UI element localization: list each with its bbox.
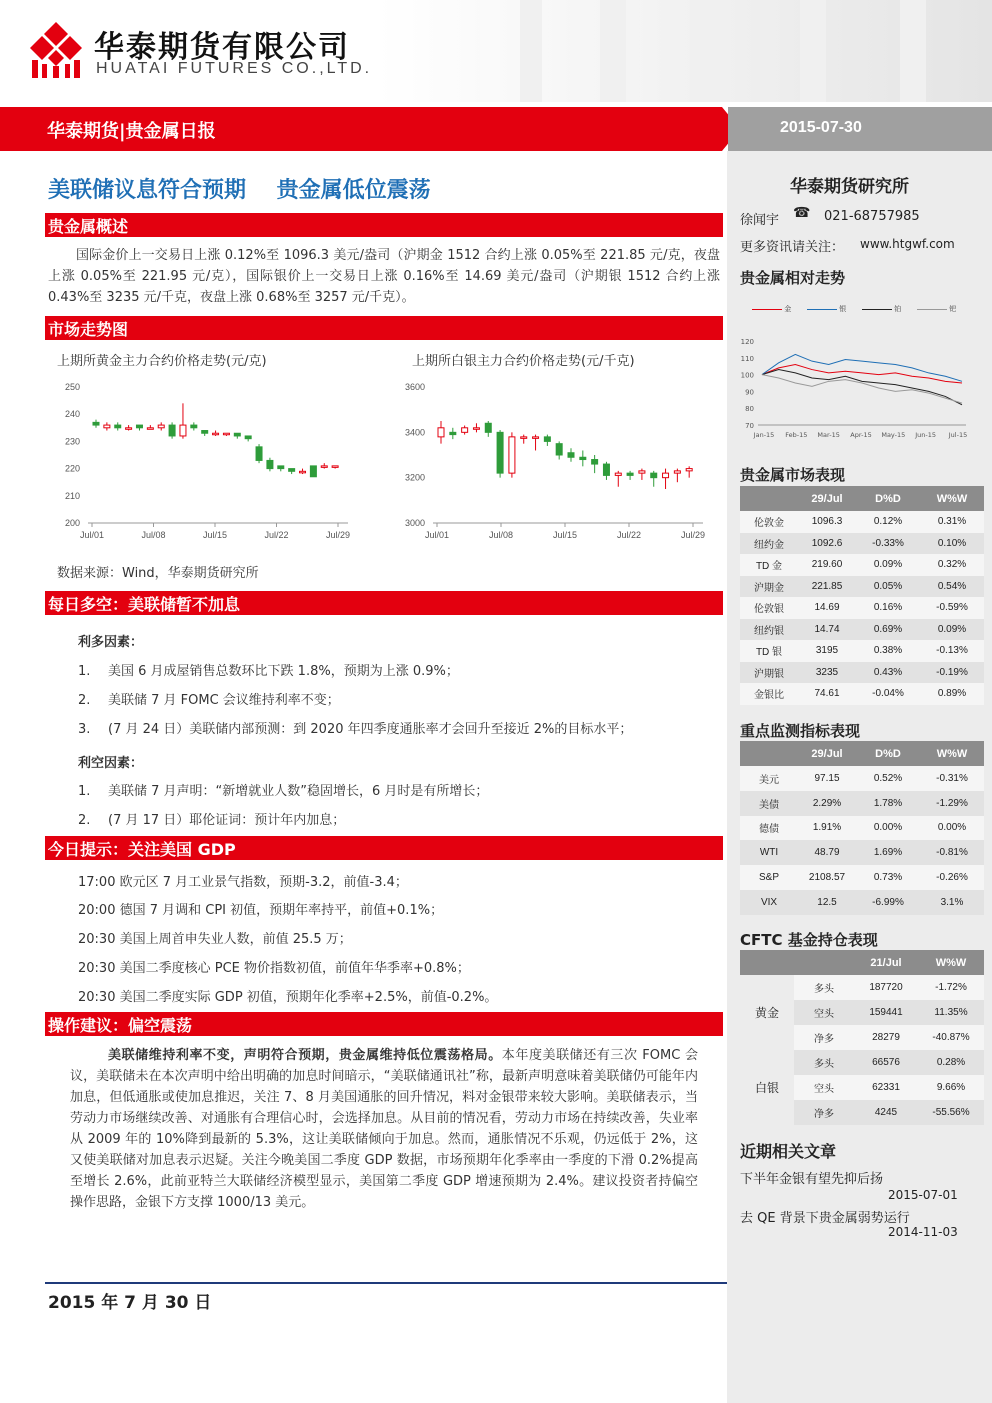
x-tick-label: Jul/01 bbox=[79, 530, 105, 540]
footer-date: 2015 年 7 月 30 日 bbox=[48, 1293, 212, 1313]
article-title[interactable]: 下半年金银有望先抑后扬 bbox=[740, 1172, 884, 1187]
section-overview-title: 贵金属概述 bbox=[45, 213, 723, 237]
candle-body bbox=[556, 444, 562, 455]
table-cell: -0.26% bbox=[920, 865, 984, 890]
article-title[interactable]: 去 QE 背景下贵金属弱势运行 bbox=[740, 1211, 910, 1226]
report-banner bbox=[0, 107, 992, 151]
x-tick-label: Jul/01 bbox=[424, 530, 450, 540]
legend-item: 铂 bbox=[862, 304, 917, 314]
table-row bbox=[740, 662, 984, 684]
candle-body bbox=[533, 437, 539, 439]
bear-factors-heading: 利空因素： bbox=[78, 756, 144, 771]
article-date: 2015-07-01 bbox=[888, 1188, 958, 1202]
candle-body bbox=[651, 473, 657, 478]
table-cell: -0.04% bbox=[856, 683, 920, 705]
column-header bbox=[740, 950, 794, 975]
overview-text: 国际金价上一交易日上涨 0.12%至 1096.3 美元/盎司（沪期金 1512 合约上涨 0.05%至 221.85 元/克，夜盘上涨 0.05%至 221.95 元/克），国际银价上一交易日上涨 0.16%至 14.69 美元/盎司（沪期银 1512 合约上涨 0.43%至 3235 元/千克，夜盘上涨 0.68%至 3257 元/千克）。 bbox=[48, 248, 720, 305]
table-row bbox=[740, 791, 984, 816]
candle-body bbox=[126, 428, 132, 430]
table-cell: 0.32% bbox=[920, 554, 984, 576]
table-cell: -40.87% bbox=[918, 1025, 984, 1050]
column-header bbox=[740, 741, 798, 766]
candle-body bbox=[289, 469, 295, 472]
y-tick-label: 100 bbox=[740, 371, 754, 380]
candle-body bbox=[568, 453, 574, 458]
table-cell: 净多 bbox=[794, 1100, 854, 1125]
table-cell: 62331 bbox=[854, 1075, 918, 1100]
table-cell: 12.5 bbox=[798, 890, 856, 915]
table-cell: 48.79 bbox=[798, 840, 856, 865]
article-date: 2014-11-03 bbox=[888, 1225, 958, 1239]
table-cell: 金银比 bbox=[740, 683, 798, 705]
data-source: 数据来源：Wind，华泰期货研究所 bbox=[57, 566, 259, 581]
candle-body bbox=[191, 425, 197, 428]
table-cell: 多头 bbox=[794, 1050, 854, 1075]
brand-name-cn: 华泰期货有限公司 bbox=[94, 30, 350, 65]
cftc-title: CFTC 基金持仓表现 bbox=[740, 931, 878, 949]
y-tick-label: 220 bbox=[64, 463, 80, 474]
y-tick-label: 230 bbox=[64, 436, 80, 447]
silver-chart-title: 上期所白银主力合约价格走势(元/千克) bbox=[412, 354, 635, 369]
candle-body bbox=[663, 473, 669, 478]
legend-item: 银 bbox=[807, 304, 862, 314]
candle-body bbox=[580, 457, 586, 459]
table-cell: WTI bbox=[740, 840, 798, 865]
table-cell: 德债 bbox=[740, 816, 798, 841]
company-logo-icon bbox=[28, 20, 84, 78]
today-item: 20:30 美国二季度核心 PCE 物价指数初值，前值年华季率+0.8%； bbox=[78, 961, 470, 976]
candle-body bbox=[147, 428, 153, 430]
table-cell: S&P bbox=[740, 865, 798, 890]
column-header: W%W bbox=[920, 486, 984, 511]
table-cell: 0.73% bbox=[856, 865, 920, 890]
today-item: 20:30 美国二季度实际 GDP 初值，预期年化季率+2.5%，前值-0.2%。 bbox=[78, 990, 498, 1005]
relative-chart-legend bbox=[752, 304, 972, 314]
x-tick-label: May-15 bbox=[881, 431, 906, 439]
y-tick-label: 200 bbox=[64, 518, 80, 528]
today-item: 20:30 美国上周首申失业人数，前值 25.5 万； bbox=[78, 932, 352, 947]
table-cell: 4245 bbox=[854, 1100, 918, 1125]
table-cell: 空头 bbox=[794, 1075, 854, 1100]
table-cell: -55.56% bbox=[918, 1100, 984, 1125]
y-tick-label: 80 bbox=[745, 405, 754, 414]
articles-title: 近期相关文章 bbox=[740, 1142, 837, 1161]
table-cell: 0.16% bbox=[856, 597, 920, 619]
table-cell: 3195 bbox=[798, 640, 856, 662]
table-cell: 0.09% bbox=[920, 619, 984, 641]
candle-body bbox=[180, 425, 186, 436]
table-cell: 空头 bbox=[794, 1000, 854, 1025]
x-tick-label: Mar-15 bbox=[817, 431, 840, 439]
y-tick-label: 70 bbox=[745, 422, 754, 430]
y-tick-label: 110 bbox=[740, 354, 754, 363]
relative-trend-chart bbox=[738, 335, 972, 445]
series-line bbox=[762, 354, 962, 381]
table-cell: 221.85 bbox=[798, 576, 856, 598]
candle-body bbox=[202, 431, 208, 434]
table-cell: 3.1% bbox=[920, 890, 984, 915]
today-item: 17:00 欧元区 7 月工业景气指数，预期-3.2，前值-3.4； bbox=[78, 875, 408, 890]
y-tick-label: 240 bbox=[64, 409, 80, 420]
y-tick-label: 3400 bbox=[404, 427, 425, 438]
column-header: 29/Jul bbox=[798, 486, 856, 511]
table-cell: 187720 bbox=[854, 975, 918, 1000]
table-cell: 28279 bbox=[854, 1025, 918, 1050]
candle-body bbox=[686, 469, 692, 471]
y-tick-label: 250 bbox=[64, 382, 80, 392]
table-cell: 0.10% bbox=[920, 533, 984, 555]
table-row bbox=[740, 640, 984, 662]
table-cell: TD 金 bbox=[740, 554, 798, 576]
bear-item: 2. (7 月 17 日）耶伦证词：预计年内加息； bbox=[78, 813, 346, 828]
gold-chart-title: 上期所黄金主力合约价格走势(元/克) bbox=[57, 354, 267, 369]
table-cell: -0.33% bbox=[856, 533, 920, 555]
table-cell: 伦敦金 bbox=[740, 511, 798, 533]
table-cell: 0.28% bbox=[918, 1050, 984, 1075]
candle-body bbox=[169, 425, 175, 436]
y-tick-label: 3200 bbox=[404, 472, 425, 483]
candle-body bbox=[438, 428, 444, 437]
x-tick-label: Jul/29 bbox=[680, 530, 706, 540]
table-row bbox=[740, 840, 984, 865]
candle-body bbox=[521, 437, 527, 439]
market-performance-table bbox=[740, 486, 984, 705]
candle-body bbox=[245, 436, 251, 439]
y-tick-label: 210 bbox=[64, 490, 80, 501]
brand-name-en: HUATAI FUTURES CO.,LTD. bbox=[96, 60, 373, 77]
candle-body bbox=[278, 466, 284, 469]
report-date: 2015-07-30 bbox=[780, 119, 862, 136]
candle-body bbox=[136, 425, 142, 428]
table-cell: 3235 bbox=[798, 662, 856, 684]
table-cell: TD 银 bbox=[740, 640, 798, 662]
table-row bbox=[740, 683, 984, 705]
y-tick-label: 3600 bbox=[404, 382, 425, 392]
candle-body bbox=[267, 460, 273, 468]
series-line bbox=[762, 370, 962, 405]
candle-body bbox=[256, 447, 262, 461]
table-cell: VIX bbox=[740, 890, 798, 915]
table-cell: -0.81% bbox=[920, 840, 984, 865]
section-advice-title: 操作建议：偏空震荡 bbox=[45, 1012, 723, 1036]
table-cell: 1.69% bbox=[856, 840, 920, 865]
section-longshort-title: 每日多空：美联储暂不加息 bbox=[45, 591, 723, 615]
table-cell: 净多 bbox=[794, 1025, 854, 1050]
table-cell: 0.31% bbox=[920, 511, 984, 533]
cftc-positions-table bbox=[740, 950, 984, 1125]
table-cell: 沪期金 bbox=[740, 576, 798, 598]
x-tick-label: Jan-15 bbox=[753, 431, 775, 439]
candle-body bbox=[603, 464, 609, 475]
table-row bbox=[740, 865, 984, 890]
column-header: W%W bbox=[920, 741, 984, 766]
x-tick-label: Apr-15 bbox=[850, 431, 872, 439]
bull-item: 1. 美国 6 月成屋销售总数环比下跌 1.8%，预期为上涨 0.9%； bbox=[78, 664, 459, 679]
relative-trend-title: 贵金属相对走势 bbox=[740, 269, 846, 287]
table-cell: -0.19% bbox=[920, 662, 984, 684]
candle-body bbox=[485, 423, 491, 432]
table-cell: 多头 bbox=[794, 975, 854, 1000]
table-cell: -1.72% bbox=[918, 975, 984, 1000]
table-cell: 219.60 bbox=[798, 554, 856, 576]
footer-divider bbox=[45, 1282, 727, 1284]
table-row bbox=[740, 816, 984, 841]
monitor-title: 重点监测指标表现 bbox=[740, 722, 861, 740]
table-cell: 97.15 bbox=[798, 766, 856, 791]
candle-body bbox=[234, 433, 240, 436]
table-row bbox=[740, 619, 984, 641]
table-row bbox=[740, 766, 984, 791]
table-cell: 美债 bbox=[740, 791, 798, 816]
silver-candlestick-chart bbox=[395, 375, 715, 550]
table-cell: 159441 bbox=[854, 1000, 918, 1025]
candle-body bbox=[158, 425, 164, 428]
bull-item: 3. (7 月 24 日）美联储内部预测：到 2020 年四季度通胀率才会回升至接近 2%的目标水平； bbox=[78, 722, 633, 737]
column-header: 29/Jul bbox=[798, 741, 856, 766]
x-tick-label: Jul/08 bbox=[141, 530, 166, 540]
table-cell: 伦敦银 bbox=[740, 597, 798, 619]
analyst-name: 徐闻宇 bbox=[740, 213, 780, 228]
x-tick-label: Jul/15 bbox=[552, 530, 578, 540]
table-cell: 0.54% bbox=[920, 576, 984, 598]
candle-body bbox=[450, 432, 456, 434]
monitor-indicator-table bbox=[740, 741, 984, 915]
column-header bbox=[794, 950, 854, 975]
gold-candlestick-chart bbox=[50, 375, 360, 550]
table-header bbox=[740, 486, 984, 511]
column-header: D%D bbox=[856, 486, 920, 511]
table-cell: 1096.3 bbox=[798, 511, 856, 533]
candle-body bbox=[497, 432, 503, 473]
table-cell: -6.99% bbox=[856, 890, 920, 915]
table-cell: 2.29% bbox=[798, 791, 856, 816]
market-performance-title: 贵金属市场表现 bbox=[740, 466, 846, 484]
candle-body bbox=[615, 473, 621, 475]
table-header bbox=[740, 950, 984, 975]
bull-factors-heading: 利多因素： bbox=[78, 635, 144, 650]
candle-body bbox=[473, 428, 479, 430]
x-tick-label: Jul/08 bbox=[488, 530, 514, 540]
bull-item: 2. 美联储 7 月 FOMC 会议维持利率不变； bbox=[78, 693, 340, 708]
page-header bbox=[0, 0, 992, 102]
candle-body bbox=[310, 466, 316, 477]
candle-body bbox=[300, 471, 306, 473]
table-cell: -0.59% bbox=[920, 597, 984, 619]
table-cell: 14.74 bbox=[798, 619, 856, 641]
candle-body bbox=[462, 428, 468, 433]
table-row bbox=[740, 554, 984, 576]
advice-lead: 美联储维持利率不变，声明符合预期，贵金属维持低位震荡格局。 bbox=[108, 1048, 502, 1063]
table-cell: 纽约银 bbox=[740, 619, 798, 641]
table-cell: 0.05% bbox=[856, 576, 920, 598]
table-cell: 1.91% bbox=[798, 816, 856, 841]
today-item: 20:00 德国 7 月调和 CPI 初值，预期年率持平，前值+0.1%； bbox=[78, 903, 444, 918]
bear-item: 1. 美联储 7 月声明：“新增就业人数”稳固增长，6 月时是有所增长； bbox=[78, 784, 489, 799]
report-name: 华泰期货|贵金属日报 bbox=[47, 121, 216, 142]
more-info-label: 更多资讯请关注： bbox=[740, 240, 845, 255]
candle-body bbox=[321, 466, 327, 468]
analyst-phone: 021-68757985 bbox=[824, 209, 920, 224]
table-cell: 黄金 bbox=[740, 975, 794, 1050]
column-header: 21/Jul bbox=[854, 950, 918, 975]
legend-item: 钯 bbox=[917, 304, 972, 314]
legend-item: 金 bbox=[752, 304, 807, 314]
candle-body bbox=[93, 422, 99, 425]
candle-body bbox=[509, 437, 515, 473]
y-tick-label: 120 bbox=[740, 338, 754, 346]
x-tick-label: Jul/22 bbox=[264, 530, 289, 540]
table-cell: 2108.57 bbox=[798, 865, 856, 890]
candle-body bbox=[639, 471, 645, 473]
candle-body bbox=[213, 433, 219, 435]
table-row bbox=[740, 890, 984, 915]
table-cell: 沪期银 bbox=[740, 662, 798, 684]
table-cell: 0.69% bbox=[856, 619, 920, 641]
x-tick-label: Jul/29 bbox=[325, 530, 351, 540]
table-cell: -0.13% bbox=[920, 640, 984, 662]
section-today-title: 今日提示：关注美国 GDP bbox=[45, 836, 723, 860]
table-header bbox=[740, 741, 984, 766]
table-cell: 0.52% bbox=[856, 766, 920, 791]
advice-body: 本年度美联储还有三次 FOMC 会议，美联储未在本次声明中给出明确的加息时间暗示，“美联储通讯社”称，最新声明意味着美联储仍可能年内加息，但低通胀或使加息推迟，关注 7、8 月美国通胀的回升情况，料对金银带来较大影响。美联储表示，当劳动力市场继续改善、对通胀有合理信心时，会选择加息。从目前的情况看，劳动力市场在持续改善，失业率从 2009 年的 10%降到最新的 5.3%，这让美联储倾向于加息。然而，通胀情况不乐观，仍远低于 2%，这又使美联储对加息表示迟疑。关注今晚美国二季度 GDP 数据，市场预期年化季率由一季度的下滑 0.2%提高至增长 2.6%，此前亚特兰大联储经济模型显示，美国第二季度 GDP 增速预期为 2.4%。建议投资者持偏空操作思路，金银下方支撑 1000/13 美元。 bbox=[70, 1048, 698, 1210]
table-cell: 白银 bbox=[740, 1050, 794, 1125]
table-row bbox=[740, 597, 984, 619]
table-cell: 9.66% bbox=[918, 1075, 984, 1100]
column-header: D%D bbox=[856, 741, 920, 766]
headline: 美联储议息符合预期 贵金属低位震荡 bbox=[48, 178, 431, 203]
x-tick-label: Jun-15 bbox=[915, 431, 937, 439]
table-cell: 0.00% bbox=[856, 816, 920, 841]
table-cell: -1.29% bbox=[920, 791, 984, 816]
table-cell: 0.89% bbox=[920, 683, 984, 705]
table-cell: 纽约金 bbox=[740, 533, 798, 555]
table-cell: 0.12% bbox=[856, 511, 920, 533]
phone-icon: ☎ bbox=[793, 205, 811, 221]
column-header bbox=[740, 486, 798, 511]
website-link[interactable]: www.htgwf.com bbox=[860, 237, 955, 251]
candle-body bbox=[627, 473, 633, 475]
candle-body bbox=[332, 466, 338, 468]
institute-name: 华泰期货研究所 bbox=[790, 177, 909, 197]
x-tick-label: Jul-15 bbox=[948, 431, 968, 439]
table-cell: 1092.6 bbox=[798, 533, 856, 555]
x-tick-label: Feb-15 bbox=[785, 431, 808, 439]
candle-body bbox=[592, 460, 598, 465]
x-tick-label: Jul/15 bbox=[202, 530, 228, 540]
table-row bbox=[740, 576, 984, 598]
candle-body bbox=[544, 437, 550, 442]
column-header: W%W bbox=[918, 950, 984, 975]
x-tick-label: Jul/22 bbox=[616, 530, 642, 540]
table-row bbox=[740, 975, 984, 1000]
candle-body bbox=[223, 433, 229, 435]
table-row bbox=[740, 1050, 984, 1075]
table-cell: 66576 bbox=[854, 1050, 918, 1075]
table-row bbox=[740, 511, 984, 533]
table-row bbox=[740, 533, 984, 555]
candle-body bbox=[674, 471, 680, 473]
advice-text bbox=[70, 1045, 698, 1213]
table-cell: 1.78% bbox=[856, 791, 920, 816]
table-cell: 14.69 bbox=[798, 597, 856, 619]
table-cell: 美元 bbox=[740, 766, 798, 791]
section-market-title: 市场走势图 bbox=[45, 316, 723, 340]
table-cell: 0.00% bbox=[920, 816, 984, 841]
y-tick-label: 90 bbox=[745, 388, 754, 397]
candle-body bbox=[115, 425, 121, 428]
y-tick-label: 3000 bbox=[404, 518, 425, 528]
table-cell: 0.09% bbox=[856, 554, 920, 576]
table-cell: 11.35% bbox=[918, 1000, 984, 1025]
table-cell: 0.38% bbox=[856, 640, 920, 662]
candle-body bbox=[104, 425, 110, 428]
table-cell: -0.31% bbox=[920, 766, 984, 791]
table-cell: 74.61 bbox=[798, 683, 856, 705]
table-cell: 0.43% bbox=[856, 662, 920, 684]
